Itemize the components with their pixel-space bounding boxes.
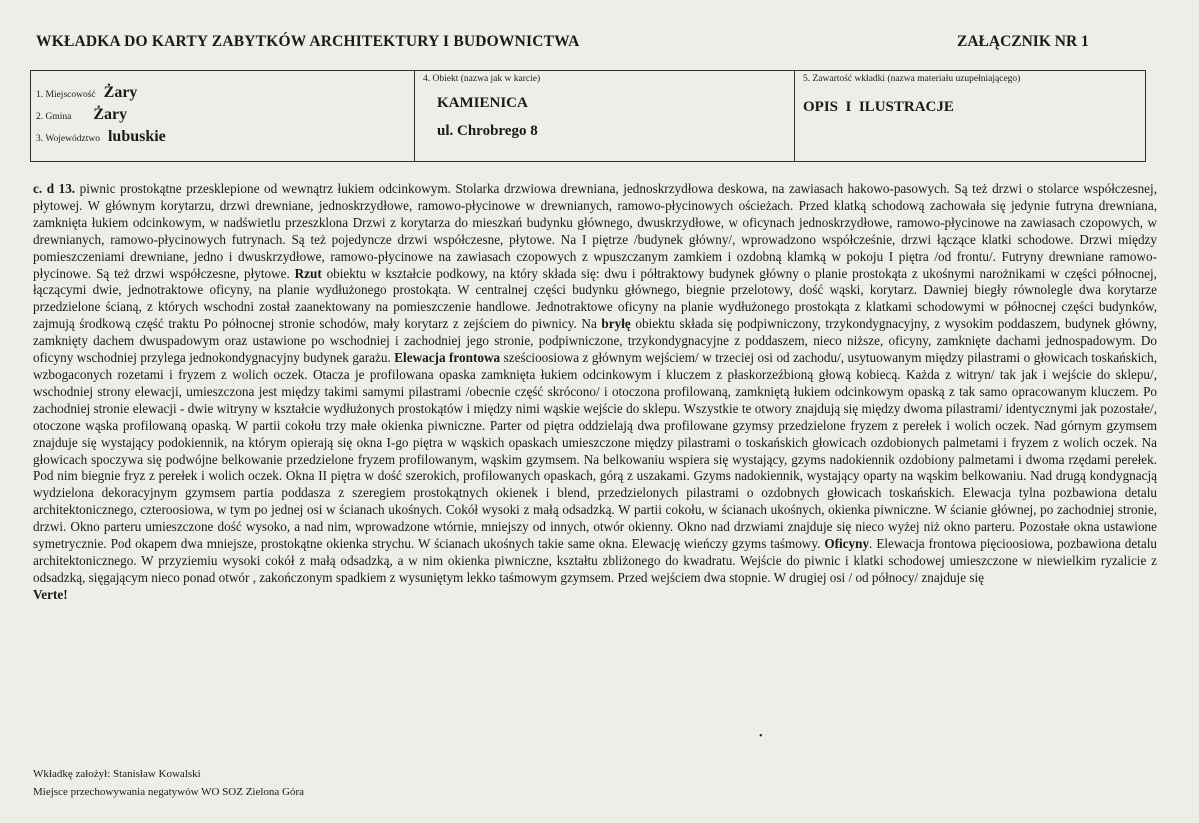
commune-value: Żary [93, 106, 128, 123]
stray-mark: • [759, 731, 763, 742]
text-segment: obiektu w kształcie podkowy, na który składa się: dwu i półtraktowy budynek główny o planie prostokąta z ukośnymi narożnikami w części północnej, łączącymi dwie, jednotraktowe oficyny, na planie wydłużonego prostokąta. W centralnej części budynku głównego, biegnie przelotowy, dość wąski, korytarz. Dawniej biegły równolegle dwa korytarze przedzielone ścianą, z których wschodni został zaanektowany na pomieszczenie handlowe. Jednotraktowe oficyny na planie wydłużonego prostokąta z klatkami schodowymi w północnej części budynków, zajmują środkową część traktu Po północnej stronie schodów, mały korytarz z zejściem do piwnicy. Na [33, 265, 1157, 332]
bold-term-bryla: bryłę [601, 316, 631, 332]
voivodeship-row [36, 128, 166, 146]
object-address: ul. Chrobrego 8 [437, 123, 538, 139]
bold-term-oficyny: Oficyny [824, 536, 870, 552]
town-label: 1. Miejscowość [36, 90, 96, 100]
text-segment: piwnic prostokątne przesklepione od wewnątrz łukiem odcinkowym. Stolarka drzwiowa drewniana, jednoskrzydłowa deskowa, na zawiasach hakowo-pasowych. Są też drzwi o stolarce współczesnej, płytowej. W głównym korytarzu, drzwi drewniane, jednoskrzydłowe, ramowo-płycinowe w drewnianych, ramowo-płycinowych ościeżach. Przed klatką schodową zachowała się jedynie futryna drewniana, zamknięta łukiem odcinkowym, w nadświetlu przeszklona Drzwi z korytarza do mieszkań budynku głównego, dwuskrzydłowe, w oficynach jednoskrzydłowe, ramowo-płycinowe na zawiasach czopowych, w drewnianych, ramowo-płycinowych futrynach. Są też pojedyncze drzwi współczesne, płytowe. Na I piętrze /budynek główny/, wprowadzono współcześnie, drzwi łączące klatki schodowe. Drzwi między pomieszczeniami drewniane, jedno i dwuskrzydłowe, ramowo-płycinowe na zawiasach czopowych z wpuszczanym zamkiem i ozdobną klamką w pokoju I piętra /od frontu/. Futryny drewniane ramowo-płycinowe. Są też drzwi współczesne, płytowe. [33, 181, 1157, 281]
document-title: WKŁADKA DO KARTY ZABYTKÓW ARCHITEKTURY I BUDOWNICTWA [36, 33, 580, 50]
annex-number: ZAŁĄCZNIK NR 1 [957, 33, 1089, 50]
insert-label: 5. Zawartość wkładki (nazwa materiału uzupełniającego) [803, 74, 1021, 84]
insert-content: OPIS I ILUSTRACJE [803, 99, 954, 115]
commune-label: 2. Gmina [36, 112, 72, 122]
footer [33, 765, 304, 801]
text-segment: . Elewacja frontowa pięcioosiowa, pozbawiona detalu architektonicznego. W przyziemiu wysoki cokół z małą odsadzką, a w nim okienka piwniczne, kształtu zbliżonego do kwadratu. Wejście do piwnic i klatki schodowej umieszczone w niewielkim ryzalicie z odsadzką, sięgającym nieco ponad otwór , zakończonym spadkiem z wysuniętym lekko taśmowym gzymsem. Przed wejściem dwa stopnie. W drugiej osi / od północy/ znajduje się [33, 536, 1157, 585]
object-cell [414, 71, 794, 161]
town-row [36, 84, 137, 102]
insert-cell [794, 71, 1145, 161]
footer-storage: Miejsce przechowywania negatywów WO SOZ Zielona Góra [33, 786, 305, 798]
commune-row [36, 106, 127, 124]
bold-term-rzut: Rzut [294, 265, 322, 281]
voivodeship-label: 3. Województwo [36, 134, 100, 144]
text-segment: sześcioosiowa z głównym wejściem/ w trzeciej osi od zachodu/, usytuowanym między pilastrami o głowicach toskańskich, wzbogaconych rozetami i fryzem z wolich oczek. Otacza je profilowana opaska zamknięta łukiem odcinkowym i kluczem z płaskorzeźbioną głową kobiecą. Każda z witryn/ tak jak i wejście do sklepu/, wschodniej strony elewacji, umieszczona jest między takimi samymi pilastrami /obecnie część skrócono/ i otoczona profilowaną, zamkniętą łukiem odcinkowym opaską z tak samo opracowanym kluczem. Po zachodniej stronie elewacji - dwie witryny w kształcie wydłużonych prostokątów i między nimi wąskie wejście do sklepu. Wszystkie te otwory znajdują się między dwoma pilastrami/ identycznymi jak pozostałe/, otoczone wąska profilowaną opaską. W partii cokołu trzy małe okienka piwniczne. Parter od piętra oddzielają dwa profilowane gzymsy przedzielone fryzem z perełek i wolich oczek. Nad górnym gzymsem znajduje się wystający podokiennik, na którym opierają się okna I-go piętra w wąskich opaskach umieszczone między pilastrami o toskańskich głowicach ozdobionych palmetami i fryzem z wolich oczek. Na głowicach spoczywa się podwójne belkowanie przedzielone fryzem profilowanym, wąskim gzymsem. Na belkowaniu wspiera się wystający, gzyms nadokiennik ozdobiony palmetami i dwoma rzędami perełek. Pod nim biegnie fryz z perełek i wolich oczek. Okna II piętra w dość szerokich, profilowanych opaskach, górą z uszakami. Gzyms nadokiennik, wystający oparty na wąskim belkowaniu. Nad drugą kondygnacją wydzielona dekoracyjnym gzymsem partia poddasza z szeregiem prostokątnych okienek i blend, przedzielonych pilastrami o ozdobnych głowicach toskańskich. Elewacja tylna pozbawiona detalu architektonicznego, czteroosiowa, w tym po jednej osi w ścianach ukośnych. Cokół wysoki z małą odsadzką. W partii cokołu, w ścianach ukośnych, okienka piwniczne. W ścianie głównej, po zachodniej stronie, drzwi. Okno parteru umieszczone dość wysoko, a nad nim, wprowadzone wtórnie, mniejszy od innych, otwór okienny. Okno nad drzwiami znajduje się nieco wyżej niż okno parteru. Pozostałe okna ustawione symetrycznie. Pod okapem dwa mniejsze, prostokątne okienka strychu. W ścianach ukośnych takie same okna. Elewację wieńczy gzyms taśmowy. [33, 350, 1158, 552]
text-segment: obiektu składa się podpiwniczony, trzykondygnacyjny, z wysokim poddaszem, budynek główny, zamknięty dachem dwuspadowym oraz ustawione po wschodniej i zachodniej jego stronie, podpiwniczone, trzykondygnacyjne z poddaszem, nieco niższe, oficyny, zamknięte dachami jednospadowym. Do oficyny wschodniej przylega jednokondygnacyjny budynek garażu. [33, 316, 1157, 366]
location-cell [31, 71, 414, 161]
voivodeship-value: lubuskie [107, 128, 166, 145]
town-value: Żary [103, 84, 138, 101]
info-table [30, 70, 1146, 162]
bold-term-elewacja: Elewacja frontowa [394, 350, 501, 366]
object-label: 4. Obiekt (nazwa jak w karcie) [423, 74, 541, 84]
continuation-ref: c. d 13. [33, 181, 76, 196]
footer-author: Wkładkę założył: Stanisław Kowalski [33, 768, 201, 780]
verte-note: Verte! [33, 586, 68, 602]
object-name: KAMIENICA [437, 95, 528, 111]
description-text [33, 181, 1157, 604]
